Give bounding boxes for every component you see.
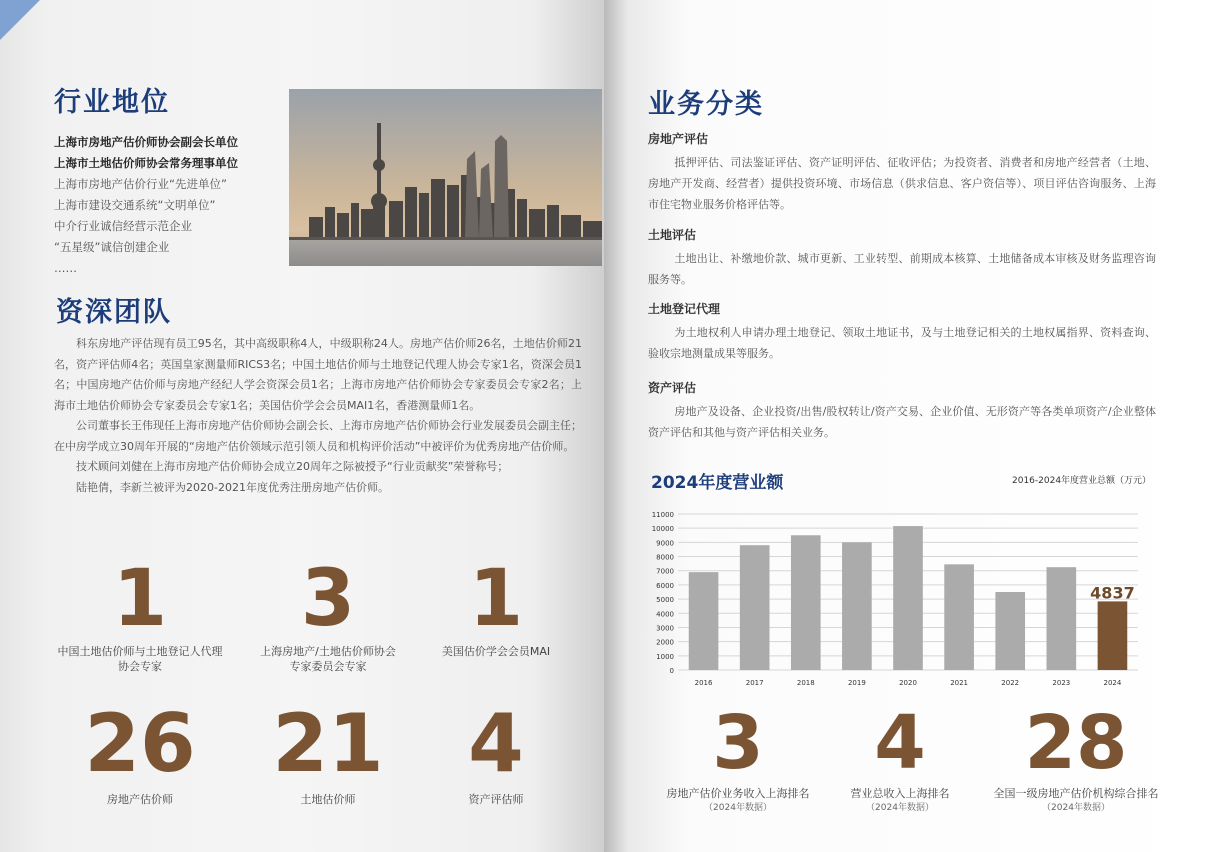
business-section-body: 为土地权利人申请办理土地登记、领取土地证书，及与土地登记相关的土地权属指界、资料查询、验收宗地测量成果等服务。 (648, 326, 1156, 360)
ranking-note: （2024年数据） (866, 803, 934, 813)
y-tick-label: 1000 (656, 652, 674, 661)
ranking-total-revenue (820, 700, 980, 815)
ranking-label: 房地产估价业务收入上海排名 (666, 787, 810, 800)
ranking-national (976, 700, 1176, 815)
x-tick-label: 2024 (1103, 679, 1122, 687)
team-paragraph: 技术顾问刘健在上海市房地产估价师协会成立20周年之际被授予“行业贡献奖”荣誉称号； (76, 460, 509, 473)
x-tick-label: 2017 (745, 679, 764, 687)
stat-asset-appraisers (396, 697, 596, 807)
stat-label: 中国土地估价师与土地登记人代理 (57, 645, 223, 658)
bar-2021 (944, 564, 974, 670)
business-section-title: 房地产评估 (648, 132, 709, 146)
ranking-note: （2024年数据） (1042, 803, 1110, 813)
x-tick-label: 2021 (950, 679, 969, 687)
data-label-2024: 4837 (1090, 583, 1135, 603)
business-section-body: 土地出让、补缴地价款、城市更新、工业转型、前期成本核算、土地储备成本审核及财务监理咨询服务等。 (648, 252, 1156, 286)
status-item: 中介行业诚信经营示范企业 (54, 219, 192, 233)
ranking-note: （2024年数据） (704, 803, 772, 813)
x-tick-label: 2022 (1001, 679, 1020, 687)
y-tick-label: 7000 (656, 567, 674, 576)
shanghai-skyline-photo (289, 89, 602, 266)
chart-caption: 2016-2024年度营业总额（万元） (1012, 476, 1152, 486)
y-tick-label: 8000 (656, 553, 674, 562)
status-item: …… (54, 261, 77, 275)
stat-value: 3 (300, 554, 356, 644)
ranking-value: 3 (712, 700, 764, 786)
bar-2018 (791, 535, 821, 670)
team-description (54, 334, 582, 498)
stat-label: 房地产估价师 (107, 793, 173, 806)
business-section-body: 抵押评估、司法鉴证评估、资产证明评估、征收评估；为投资者、消费者和房地产经营者（土地、房地产开发商、经营者）提供投资环境、市场信息（供求信息、客户资信等）、项目评估咨询服务、上海市住宅物业服务价格评估等。 (648, 156, 1156, 211)
business-section-title: 土地评估 (648, 228, 697, 242)
bar-2019 (842, 542, 872, 670)
team-heading: 资深团队 (56, 297, 172, 328)
stat-value: 26 (84, 697, 196, 790)
y-tick-label: 11000 (651, 511, 674, 519)
stat-land-association-expert (40, 554, 240, 674)
stat-label: 协会专家 (118, 660, 162, 673)
y-tick-label: 5000 (656, 596, 674, 605)
stat-real-estate-appraisers (40, 697, 240, 807)
y-tick-label: 4000 (656, 610, 674, 619)
x-tick-label: 2019 (847, 679, 866, 687)
industry-status-heading: 行业地位 (54, 87, 170, 118)
industry-status-list (54, 132, 284, 279)
y-tick-label: 10000 (651, 525, 674, 534)
status-item: 上海市房地产估价行业“先进单位” (54, 177, 227, 191)
bar-2017 (740, 545, 770, 670)
business-section-asset (648, 379, 1156, 443)
bar-2022 (995, 592, 1025, 670)
stat-value: 21 (272, 697, 384, 790)
revenue-heading: 2024年度营业额 (651, 473, 784, 493)
business-section-title: 资产评估 (648, 381, 697, 395)
business-section-land (648, 226, 1156, 290)
status-item: 上海市房地产估价师协会副会长单位 (54, 135, 238, 149)
bar-2020 (893, 526, 923, 670)
stat-value: 1 (468, 554, 524, 644)
business-heading: 业务分类 (648, 89, 764, 120)
y-tick-label: 2000 (656, 638, 674, 647)
business-section-title: 土地登记代理 (648, 302, 721, 316)
stat-label: 上海房地产/土地估价师协会 (260, 645, 396, 658)
y-tick-label: 9000 (656, 539, 674, 548)
status-item: 上海市建设交通系统“文明单位” (54, 198, 216, 212)
bar-2024 (1098, 601, 1128, 670)
business-section-body: 房地产及设备、企业投资/出售/股权转让/资产交易、企业价值、无形资产等各类单项资产/企业整体资产评估和其他与资产评估相关业务。 (648, 405, 1156, 439)
team-paragraph: 陆艳倩，李新兰被评为2020-2021年度优秀注册房地产估价师。 (76, 480, 389, 494)
ranking-value: 28 (1024, 700, 1128, 786)
stat-label: 美国估价学会会员MAI (441, 645, 551, 658)
stat-label: 土地估价师 (300, 793, 356, 806)
ranking-label: 营业总收入上海排名 (850, 787, 950, 800)
status-item: 上海市土地估价师协会常务理事单位 (54, 156, 238, 170)
team-paragraph: 公司董事长王伟现任上海市房地产估价师协会副会长、上海市房地产估价师协会行业发展委员会副主任；在中房学成立30周年开展的“房地产估价领域示范引领人员和机构评价活动”中被评价为优秀房地产估价师。 (54, 419, 582, 453)
status-item: “五星级”诚信创建企业 (54, 240, 170, 254)
bar-2016 (689, 572, 719, 670)
ranking-label: 全国一级房地产估价机构综合排名 (993, 787, 1159, 800)
corner-tab (0, 0, 40, 40)
y-tick-label: 3000 (656, 624, 674, 633)
ranking-appraisal-revenue (648, 700, 828, 815)
x-tick-label: 2023 (1052, 679, 1071, 687)
stat-value: 4 (468, 697, 524, 790)
revenue-bar-chart (640, 500, 1152, 695)
team-paragraph: 科东房地产评估现有员工95名，其中高级职称4人，中级职称24人。房地产估价师26名，土地估价师21名，资产评估师4名；英国皇家测量师RICS3名；中国土地估价师与土地登记代理人协会专家1名，资深会员1名；中国房地产估价师与房地产经纪人学会资深会员1名；上海市房地产估价师协会专家委员会专家2名；上海市土地估价师协会专家委员会专家1名；美国估价学会会员MAI1名，香港测量师1名。 (54, 337, 582, 412)
x-tick-label: 2018 (796, 679, 815, 687)
ranking-value: 4 (874, 700, 926, 786)
x-tick-label: 2016 (694, 679, 713, 687)
x-tick-label: 2020 (899, 679, 917, 687)
bar-2023 (1047, 567, 1077, 670)
stat-label: 资产评估师 (468, 793, 524, 806)
y-tick-label: 0 (669, 667, 674, 675)
business-section-land-registration (648, 300, 1156, 364)
stat-mai-member (396, 554, 596, 659)
y-tick-label: 6000 (656, 581, 674, 590)
stat-value: 1 (112, 554, 168, 644)
business-section-real-estate (648, 130, 1156, 215)
stat-label: 专家委员会专家 (289, 660, 367, 673)
